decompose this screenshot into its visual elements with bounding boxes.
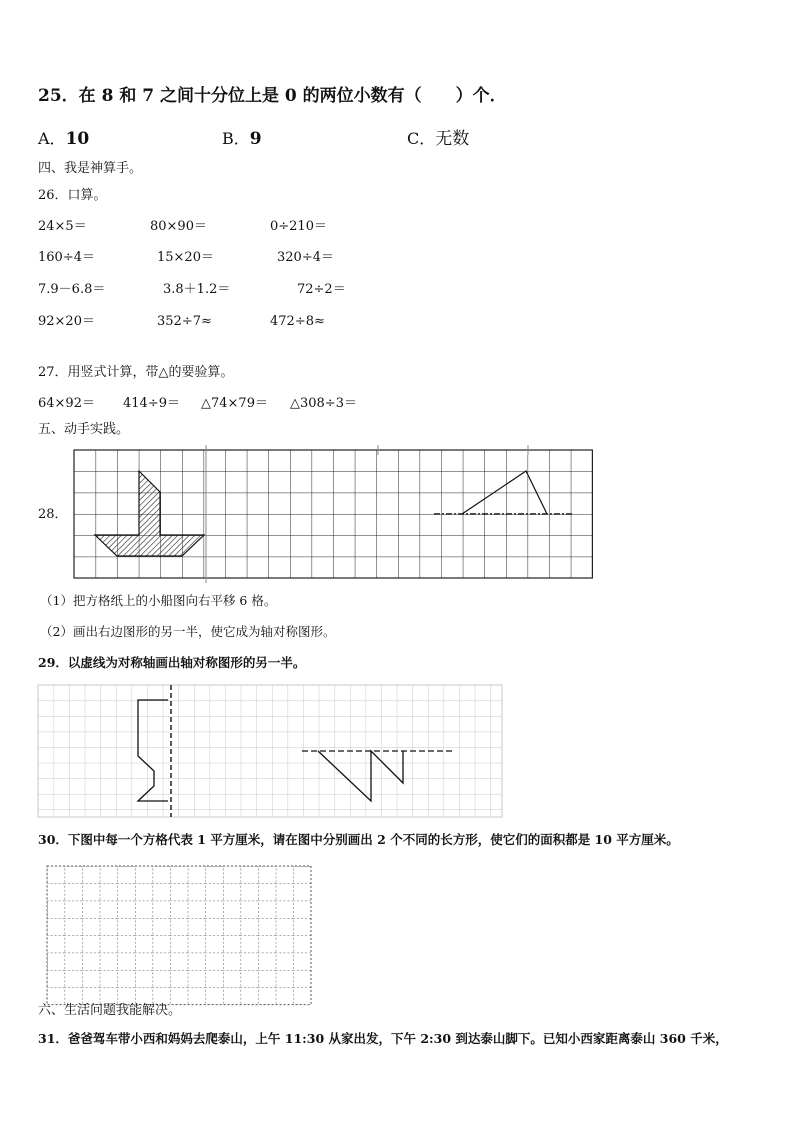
q26-cell: 80×90＝ (150, 219, 207, 234)
q26-cell: 15×20＝ (157, 250, 214, 265)
option-letter: B． (222, 129, 250, 148)
q27-title: 27．用竖式计算，带△的要验算。 (38, 365, 234, 380)
option-letter: A． (38, 129, 66, 148)
q26-cell: 92×20＝ (38, 314, 95, 329)
q26-cell: 24×5＝ (38, 219, 87, 234)
q27-item: 64×92＝ (38, 396, 95, 411)
q26-cell: 7.9－6.8＝ (38, 282, 106, 297)
q26-cell: 0÷210＝ (270, 219, 327, 234)
q26-cell: 472÷8≈ (270, 314, 325, 329)
q26-title: 26．口算。 (38, 188, 107, 203)
section-6-title: 六、生活问题我能解决。 (38, 1003, 182, 1018)
q28-sub1: （1）把方格纸上的小船图向右平移 6 格。 (40, 593, 277, 608)
q26-cell: 320÷4＝ (277, 250, 334, 265)
q31-text: 31．爸爸驾车带小西和妈妈去爬泰山，上午 11:30 从家出发，下午 2:30 到达泰山脚下。已知小西家距离泰山 360 千米， (38, 1031, 728, 1046)
q30-title: 30．下图中每一个方格代表 1 平方厘米，请在图中分别画出 2 个不同的长方形，使它们的面积都是 10 平方厘米。 (38, 832, 679, 847)
q29-title: 29．以虚线为对称轴画出轴对称图形的另一半。 (38, 655, 306, 670)
option-value: 9 (249, 129, 262, 149)
q30-grid[interactable] (47, 866, 311, 1005)
q26-cell: 3.8＋1.2＝ (163, 282, 231, 297)
q26-cell: 160÷4＝ (38, 250, 95, 265)
option-value: 10 (65, 129, 90, 149)
q27-item: △74×79＝ (201, 396, 268, 411)
q27-item: △308÷3＝ (290, 396, 357, 411)
q25-text: 25．在 8 和 7 之间十分位上是 0 的两位小数有（ ）个． (38, 86, 507, 106)
q26-cell: 352÷7≈ (157, 314, 212, 329)
section-4-title: 四、我是神算手。 (38, 161, 143, 176)
q27-item: 414÷9＝ (123, 396, 180, 411)
section-5-title: 五、动手实践。 (38, 422, 130, 437)
option-letter: C． (407, 129, 436, 148)
q26-cell: 72÷2＝ (297, 282, 346, 297)
q28-sub2: （2）画出右边图形的另一半，使它成为轴对称图形。 (40, 624, 336, 639)
q28-number: 28． (38, 507, 68, 522)
option-value: 无数 (435, 129, 470, 149)
